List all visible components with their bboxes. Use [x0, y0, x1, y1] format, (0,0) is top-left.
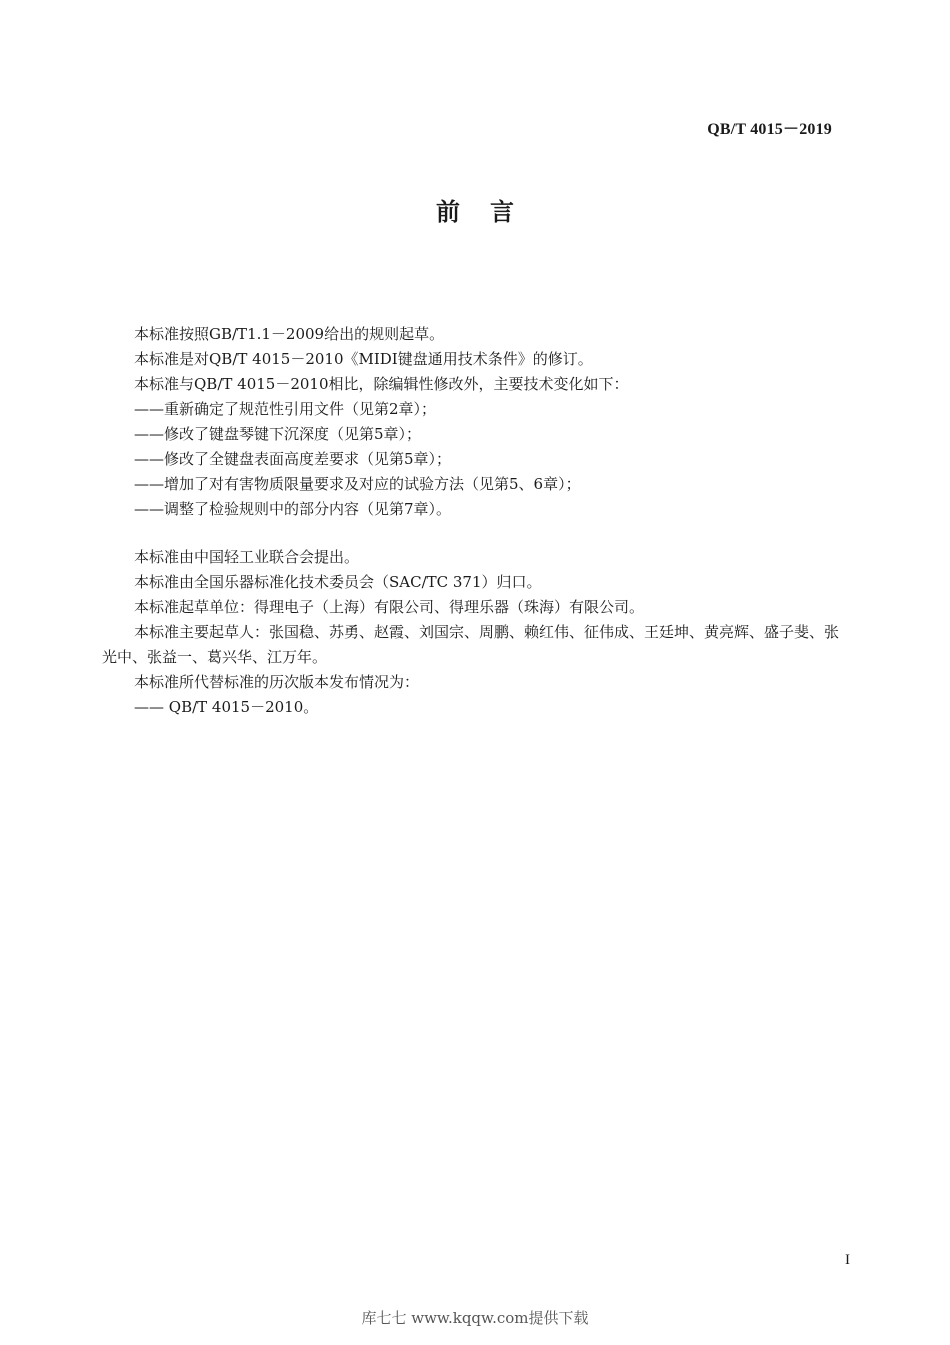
paragraph: 本标准是对QB/T 4015－2010《MIDI键盘通用技术条件》的修订。 [134, 350, 593, 368]
paragraph: 本标准起草单位：得理电子（上海）有限公司、得理乐器（珠海）有限公司。 [134, 598, 645, 616]
paragraph: 本标准所代替标准的历次版本发布情况为： [134, 673, 420, 691]
list-item: ——增加了对有害物质限量要求及对应的试验方法（见第5、6章）； [134, 475, 581, 493]
footer-watermark: 库七七 www.kqqw.com提供下载 [361, 1309, 589, 1327]
list-item: ——修改了键盘琴键下沉深度（见第5章）； [134, 425, 422, 443]
page-title: 前言 [436, 198, 544, 226]
paragraph: 本标准按照GB/T1.1－2009给出的规则起草。 [134, 325, 445, 343]
paragraph-drafters: 本标准主要起草人：张国稳、苏勇、赵霞、刘国宗、周鹏、赖红伟、征伟成、王廷坤、黄亮辉、盛子斐、张光中、张益一、葛兴华、江万年。 [102, 623, 840, 666]
standard-code: QB/T 4015－2019 [707, 121, 832, 138]
paragraph: 本标准由全国乐器标准化技术委员会（SAC/TC 371）归口。 [134, 573, 542, 591]
spacer [102, 522, 850, 545]
paragraph: 本标准与QB/T 4015－2010相比，除编辑性修改外，主要技术变化如下： [134, 375, 629, 393]
list-item: ——修改了全键盘表面高度差要求（见第5章）； [134, 450, 452, 468]
list-item: ——调整了检验规则中的部分内容（见第7章）。 [134, 500, 452, 518]
page-number: I [845, 1252, 850, 1268]
list-item: —— QB/T 4015－2010。 [134, 698, 319, 716]
foreword-body [102, 322, 850, 720]
list-item: ——重新确定了规范性引用文件（见第2章）； [134, 400, 437, 418]
paragraph: 本标准由中国轻工业联合会提出。 [134, 548, 360, 566]
